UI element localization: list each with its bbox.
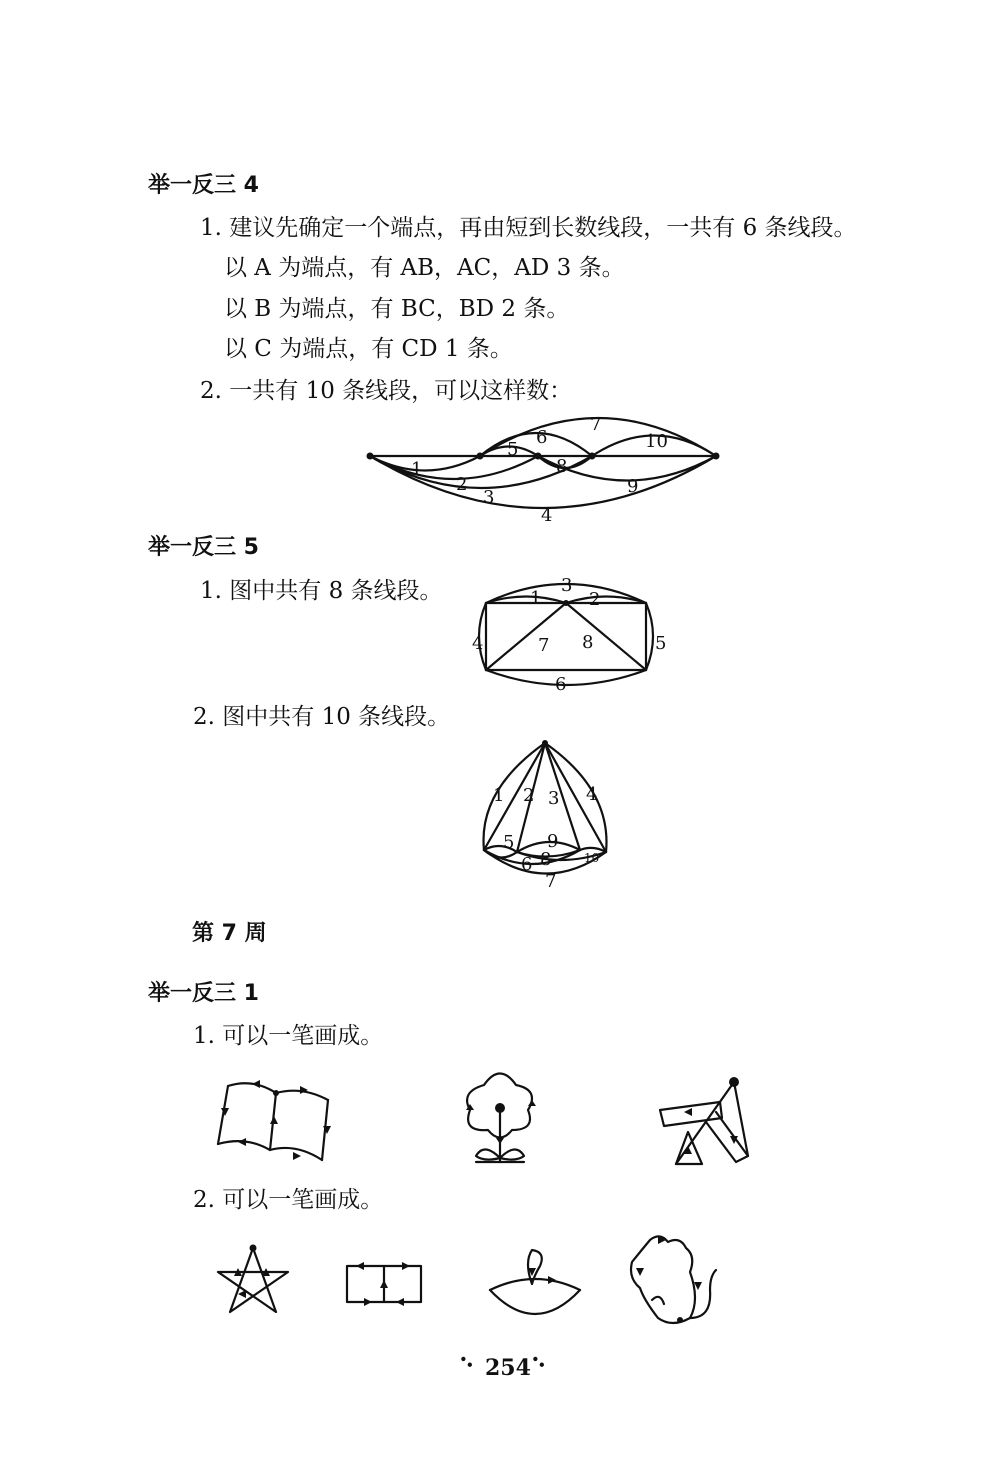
rect-label-3: 3 (561, 575, 573, 596)
tri-label-10: 10 (584, 851, 600, 865)
week-title: 第 7 周 (192, 921, 267, 946)
rectangle-one-stroke-figure (347, 1262, 421, 1306)
rect-label-1: 1 (530, 588, 542, 609)
tri-label-6: 6 (521, 854, 533, 875)
section5-q1-text: 1. 图中共有 8 条线段。 (200, 578, 443, 604)
tri-label-1: 1 (493, 785, 505, 806)
section4-q1-text: 1. 建议先确定一个端点，再由短到长数线段，一共有 6 条线段。 (200, 215, 857, 241)
section1-q2-text: 2. 可以一笔画成。 (193, 1187, 384, 1213)
page-number: 254 (485, 1355, 531, 1381)
fig10-label-1: 1 (411, 459, 423, 480)
section4-q1-line-b: 以 B 为端点，有 BC，BD 2 条。 (224, 296, 570, 322)
tri-label-7: 7 (545, 871, 557, 892)
fig10-label-6: 6 (536, 427, 548, 448)
tri-label-5: 5 (503, 832, 515, 853)
fig10-label-7: 7 (590, 414, 602, 435)
rect-label-2: 2 (589, 589, 601, 610)
rect-label-6: 6 (555, 674, 567, 695)
fig10-label-8: 8 (556, 456, 568, 477)
tri-label-3: 3 (548, 788, 560, 809)
rect-label-7: 7 (538, 635, 550, 656)
tri-label-8: 8 (540, 849, 552, 870)
tri-label-2: 2 (523, 785, 535, 806)
fig10-label-4: 4 (541, 505, 553, 526)
fig10-label-5: 5 (507, 439, 519, 460)
bowl-one-stroke-figure (490, 1250, 580, 1314)
section4-q2-text: 2. 一共有 10 条线段，可以这样数： (200, 378, 573, 404)
rect-label-5: 5 (655, 633, 667, 654)
mouse-one-stroke-figure (631, 1236, 716, 1323)
fig10-label-3: 3 (483, 487, 495, 508)
tri-label-4: 4 (586, 784, 598, 805)
star-one-stroke-figure (218, 1245, 288, 1313)
tri-label-9: 9 (547, 831, 559, 852)
section5-heading: 举一反三 5 (148, 535, 259, 560)
rect-label-8: 8 (582, 632, 594, 653)
section4-q1-line-c: 以 C 为端点，有 CD 1 条。 (224, 336, 513, 362)
section4-heading: 举一反三 4 (148, 173, 259, 198)
fig10-label-10: 10 (645, 431, 668, 452)
section4-q1-line-a: 以 A 为端点，有 AB，AC，AD 3 条。 (224, 255, 625, 281)
fig10-label-2: 2 (456, 474, 468, 495)
section1-heading: 举一反三 1 (148, 981, 259, 1006)
section1-q1-text: 1. 可以一笔画成。 (193, 1023, 384, 1049)
page-number-decoration-left: ⠑ (458, 1354, 476, 1380)
fig10-label-9: 9 (627, 476, 639, 497)
section5-q2-text: 2. 图中共有 10 条线段。 (193, 704, 451, 730)
page-number-decoration-right: ⠑ (530, 1354, 548, 1380)
rect-label-4: 4 (472, 633, 484, 654)
